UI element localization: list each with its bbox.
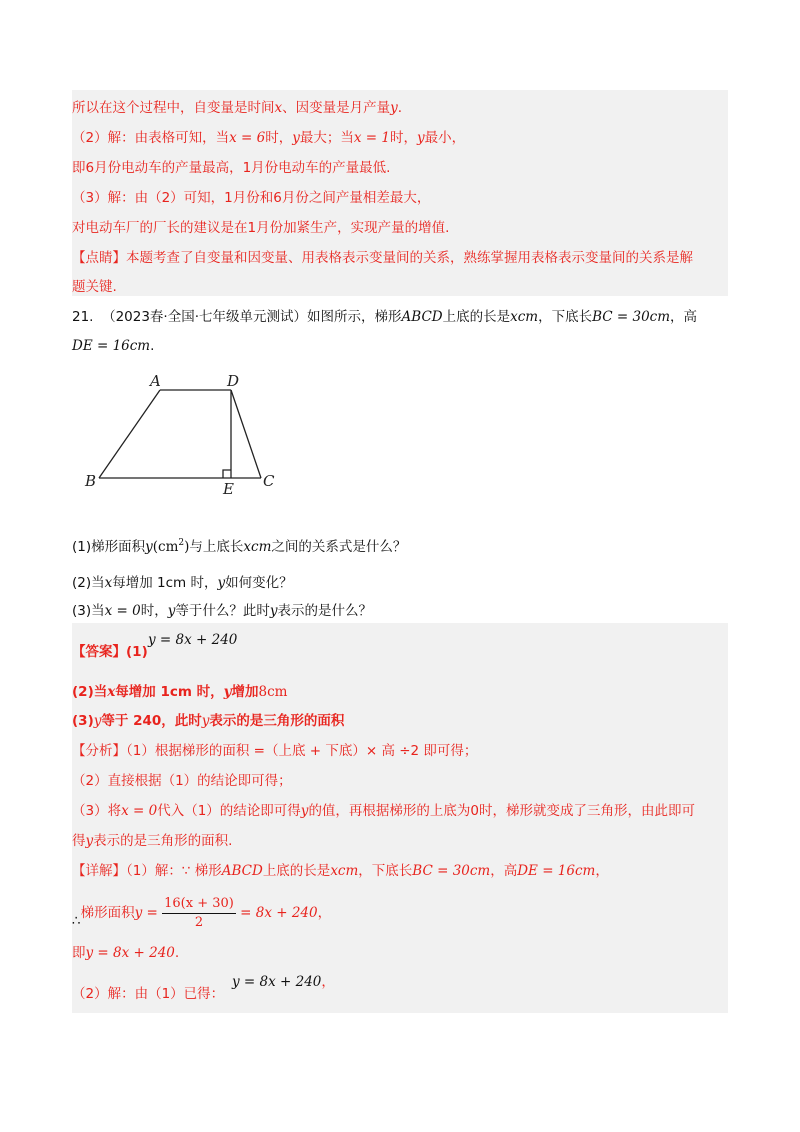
math-eq: y = 8x + 240 [148, 632, 238, 648]
detail-line-1 [72, 861, 609, 881]
var-y: y [269, 603, 278, 619]
analysis-line-4 [72, 831, 232, 851]
text: ，下底长 [358, 863, 413, 879]
text: （2）解：由（1）已得： [72, 986, 225, 1002]
text: . [397, 100, 403, 116]
solution-line-1 [72, 98, 402, 118]
problem-line-1 [72, 307, 697, 327]
text: ， [595, 863, 609, 879]
problem-number: 21. [72, 309, 94, 325]
question-3 [72, 601, 372, 621]
text: 之间的关系式是什么？ [271, 539, 407, 555]
answer-line-3 [72, 711, 344, 731]
text: （3）将 [72, 803, 122, 819]
math-label: ABCD [221, 863, 263, 879]
text: 的值，再根据梯形的上底为0时，梯形就变成了三角形，由此即可 [308, 803, 696, 819]
math-label: xcm [510, 309, 539, 325]
question-2 [72, 573, 293, 593]
text: 每增加 1cm 时， [115, 684, 224, 700]
math-eq: y = 8x + 240 [232, 974, 322, 990]
math-eq: y = [134, 905, 158, 921]
math-eq: BC = 30cm [412, 863, 491, 879]
remark-line-1: 【点睛】本题考查了自变量和因变量、用表格表示变量间的关系，熟练掌握用表格表示变量间的关系是解 [72, 250, 693, 266]
text: 梯形面积 [80, 905, 135, 921]
text: 上底的长是 [262, 863, 331, 879]
math-value: 8cm [258, 684, 288, 700]
text: (2)当 [72, 684, 108, 700]
text: 上底的长是 [442, 309, 511, 325]
right-angle-mark [223, 470, 231, 478]
text: 等于什么？此时 [175, 603, 270, 619]
var-x: x [107, 684, 116, 700]
text: 表示的是三角形的面积. [93, 833, 233, 849]
detail-line-2 [72, 893, 331, 941]
text: 、因变量是月产量 [282, 100, 391, 116]
text: (1)梯形面积 [72, 539, 146, 555]
solution-line-2 [72, 128, 465, 148]
answer-line-1 [72, 642, 148, 662]
math-eq: x = 0 [104, 603, 141, 619]
var-x: x [274, 100, 283, 116]
text: 【详解】（1）解：∵ 梯形 [72, 863, 222, 879]
text: （2023春·全国·七年级单元测试）如图所示，梯形 [102, 309, 402, 325]
text: (3)当 [72, 603, 105, 619]
answer-line-2 [72, 682, 287, 702]
text: 时， [140, 603, 168, 619]
detail-line-4 [72, 984, 224, 1004]
math-eq: DE = 16cm [72, 338, 151, 354]
var-y: y [145, 539, 153, 555]
var-y: y [167, 603, 176, 619]
trapezoid-figure [80, 368, 280, 498]
text: 增加 [231, 684, 259, 700]
detail-eq-4 [232, 972, 335, 992]
text: 即 [72, 945, 86, 961]
fraction-numerator: 16(x + 30) [162, 895, 236, 914]
math-eq: DE = 16cm [517, 863, 596, 879]
text: 每增加 1cm 时， [112, 575, 218, 591]
math-eq: = 8x + 240 [240, 905, 318, 921]
text: ， [317, 905, 332, 921]
var-y: y [390, 100, 398, 116]
vertex-c: C [263, 472, 275, 490]
text: ， [321, 974, 335, 990]
text: 等于 240，此时 [101, 713, 202, 729]
text: ，高 [670, 309, 698, 325]
text: . [150, 338, 155, 354]
detail-line-3 [72, 943, 179, 963]
solution-line-4: （3）解：由（2）可知，1月份和6月份之间产量相差最大， [72, 190, 431, 206]
problem-line-2 [72, 336, 154, 356]
var-y: y [292, 130, 300, 146]
text: 如何变化？ [225, 575, 293, 591]
fraction-denominator: 2 [194, 914, 204, 930]
area-fraction [162, 895, 236, 932]
text: 所以在这个过程中，自变量是时间 [72, 100, 275, 116]
text: 得 [72, 833, 86, 849]
text: （2）解：由表格可知，当 [72, 130, 230, 146]
text: 表示的是什么？ [277, 603, 373, 619]
unit: ) [184, 539, 190, 555]
solution-line-5: 对电动车厂的厂长的建议是在1月份加紧生产，实现产量的增值. [72, 220, 450, 236]
math-eq: BC = 30cm [592, 309, 671, 325]
text: ，高 [490, 863, 518, 879]
text: 最小， [424, 130, 466, 146]
vertex-a: A [150, 372, 161, 390]
unit: (cm [152, 539, 179, 555]
analysis-line-1: 【分析】（1）根据梯形的面积 =（上底 + 下底）× 高 ÷2 即可得； [72, 743, 478, 759]
math-eq: x = 1 [353, 130, 390, 146]
var-y: y [416, 130, 425, 146]
vertex-b: B [85, 472, 97, 490]
question-1 [72, 533, 406, 557]
var-y: y [300, 803, 309, 819]
vertex-e: E [223, 480, 234, 498]
remark-line-2: 题关键. [72, 279, 117, 295]
var-y: y [217, 575, 226, 591]
analysis-line-2: （2）直接根据（1）的结论即可得； [72, 773, 292, 789]
text: ，下底长 [538, 309, 593, 325]
text: 时， [265, 130, 293, 146]
answer-eq-1 [148, 630, 237, 650]
var-y: y [85, 833, 94, 849]
var-y: y [93, 713, 102, 729]
text: 最大；当 [299, 130, 354, 146]
var-x: x [104, 575, 113, 591]
edge-dc [231, 390, 261, 478]
text: 表示的是三角形的面积 [209, 713, 345, 729]
vertex-d: D [227, 372, 240, 390]
math-eq: x = 6 [229, 130, 266, 146]
math-eq: y = 8x + 240 [85, 945, 175, 961]
therefore-symbol: ∴ [72, 913, 81, 929]
text: 时， [389, 130, 417, 146]
math-label: ABCD [401, 309, 443, 325]
var-y: y [223, 684, 232, 700]
text: (2)当 [72, 575, 105, 591]
edge-ab [99, 390, 160, 478]
text: (3) [72, 713, 94, 729]
var-y: y [201, 713, 210, 729]
text: 与上底长 [189, 539, 244, 555]
unit-exponent: 2 [178, 538, 185, 548]
solution-line-3: 即6月份电动车的产量最高，1月份电动车的产量最低. [72, 160, 391, 176]
analysis-line-3 [72, 801, 695, 821]
text: 代入（1）的结论即可得 [157, 803, 301, 819]
math-label: xcm [243, 539, 272, 555]
text: . [174, 945, 180, 961]
math-label: xcm [330, 863, 359, 879]
answer-label: 【答案】(1) [72, 644, 148, 660]
math-eq: x = 0 [121, 803, 158, 819]
